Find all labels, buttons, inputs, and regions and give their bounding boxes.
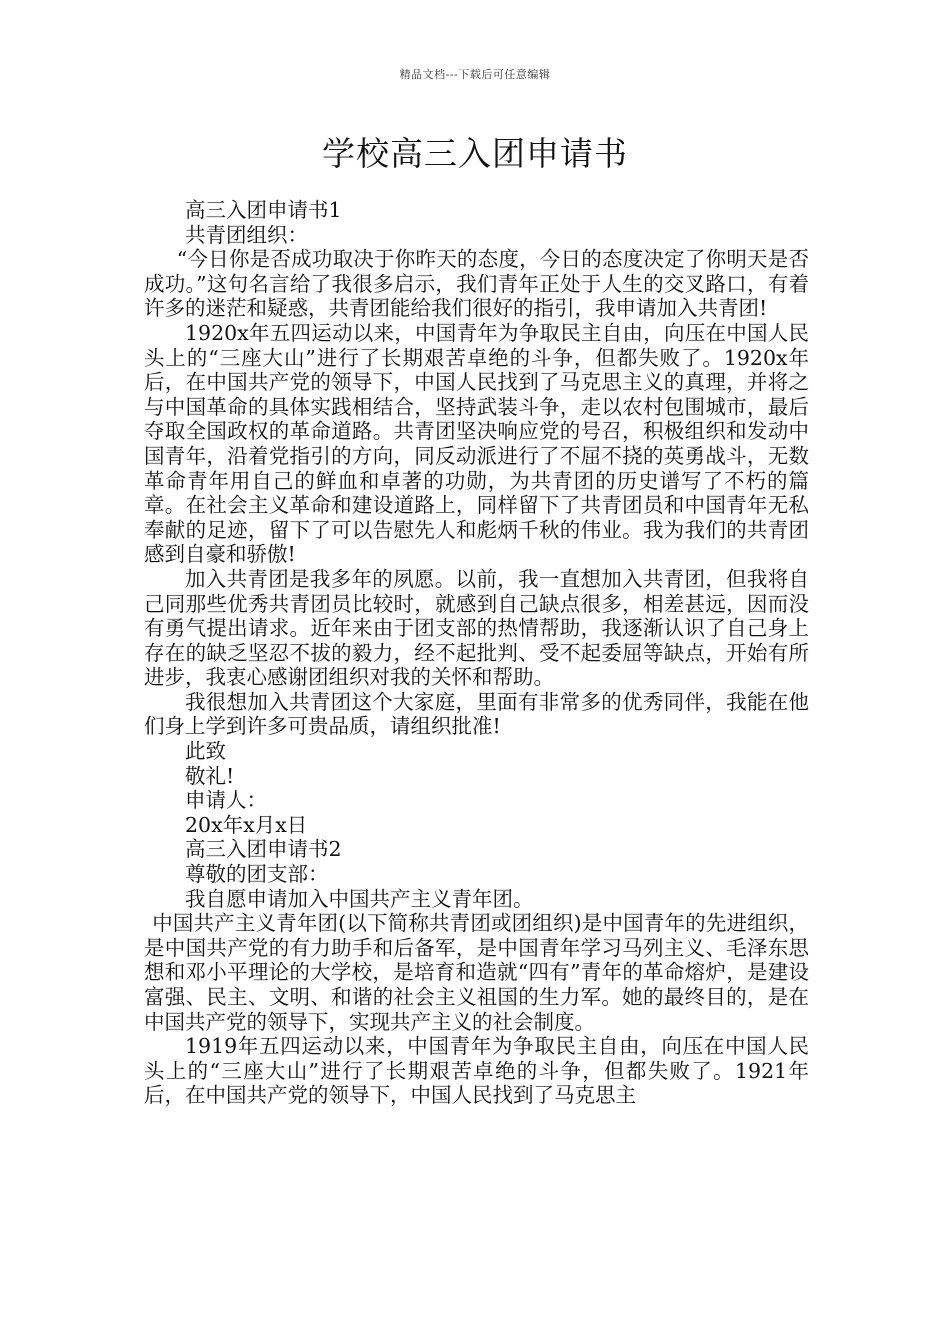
closing-line: 此致 — [185, 739, 226, 764]
document-title: 学校高三入团申请书 — [322, 134, 628, 173]
closing-regards: 敬礼! — [185, 763, 235, 788]
body-paragraph: “今日你是否成功取决于你昨天的态度，今日的态度决定了你明天是否成功。”这句名言给了我很多启示，我们青年正处于人生的交叉路口，有着许多的迷茫和疑惑，共青团能给我们很好的指引，我申请加入共青团! — [144, 247, 809, 321]
applicant-line: 申请人： — [185, 788, 267, 813]
page-header-note: 精品文档---下载后可任意编辑 — [399, 68, 551, 81]
body-paragraph: 我很想加入共青团这个大家庭，里面有非常多的优秀同伴，我能在他们身上学到许多可贵品质，请组织批准! — [144, 689, 809, 739]
section-heading-2: 高三入团申请书2 — [185, 837, 342, 862]
body-paragraph: 1919年五四运动以来，中国青年为争取民主自由，向压在中国人民头上的“三座大山”进行了长期艰苦卓绝的斗争，但都失败了。1921年后，在中国共产党的领导下，中国人民找到了马克思主 — [144, 1034, 809, 1108]
body-paragraph: 1920x年五四运动以来，中国青年为争取民主自由，向压在中国人民头上的“三座大山”进行了长期艰苦卓绝的斗争，但都失败了。1920x年后，在中国共产党的领导下，中国人民找到了马克思主义的真理，并将之与中国革命的具体实践相结合，坚持武装斗争，走以农村包围城市，最后夺取全国政权的革命道路。共青团坚决响应党的号召，积极组织和发动中国青年，沿着党指引的方向，同反动派进行了不屈不挠的英勇战斗，无数革命青年用自己的鲜血和卓著的功勋，为共青团的历史谱写了不朽的篇章。在社会主义革命和建设道路上，同样留下了共青团员和中国青年无私奉献的足迹，留下了可以告慰先人和彪炳千秋的伟业。我为我们的共青团感到自豪和骄傲! — [144, 320, 809, 567]
body-paragraph: 中国共产主义青年团(以下简称共青团或团组织)是中国青年的先进组织，是中国共产党的有力助手和后备军，是中国青年学习马列主义、毛泽东思想和邓小平理论的大学校，是培育和造就“四有”青年的革命熔炉，是建设富强、民主、文明、和谐的社会主义祖国的生力军。她的最终目的，是在中国共产党的领导下，实现共产主义的社会制度。 — [144, 911, 809, 1034]
body-paragraph: 我自愿申请加入中国共产主义青年团。 — [185, 886, 534, 911]
body-paragraph: 加入共青团是我多年的夙愿。以前，我一直想加入共青团，但我将自己同那些优秀共青团员比较时，就感到自己缺点很多，相差甚远，因而没有勇气提出请求。近年来由于团支部的热情帮助，我逐渐认识了自己身上存在的缺乏坚忍不拔的毅力，经不起批判、受不起委屈等缺点，开始有所进步，我衷心感谢团组织对我的关怀和帮助。 — [144, 566, 809, 690]
section-heading-1: 高三入团申请书1 — [185, 198, 342, 222]
salutation: 共青团组织： — [185, 222, 308, 247]
salutation: 尊敬的团支部： — [185, 862, 329, 887]
document-body — [144, 198, 809, 1108]
date-line: 20x年x月x日 — [185, 812, 308, 837]
